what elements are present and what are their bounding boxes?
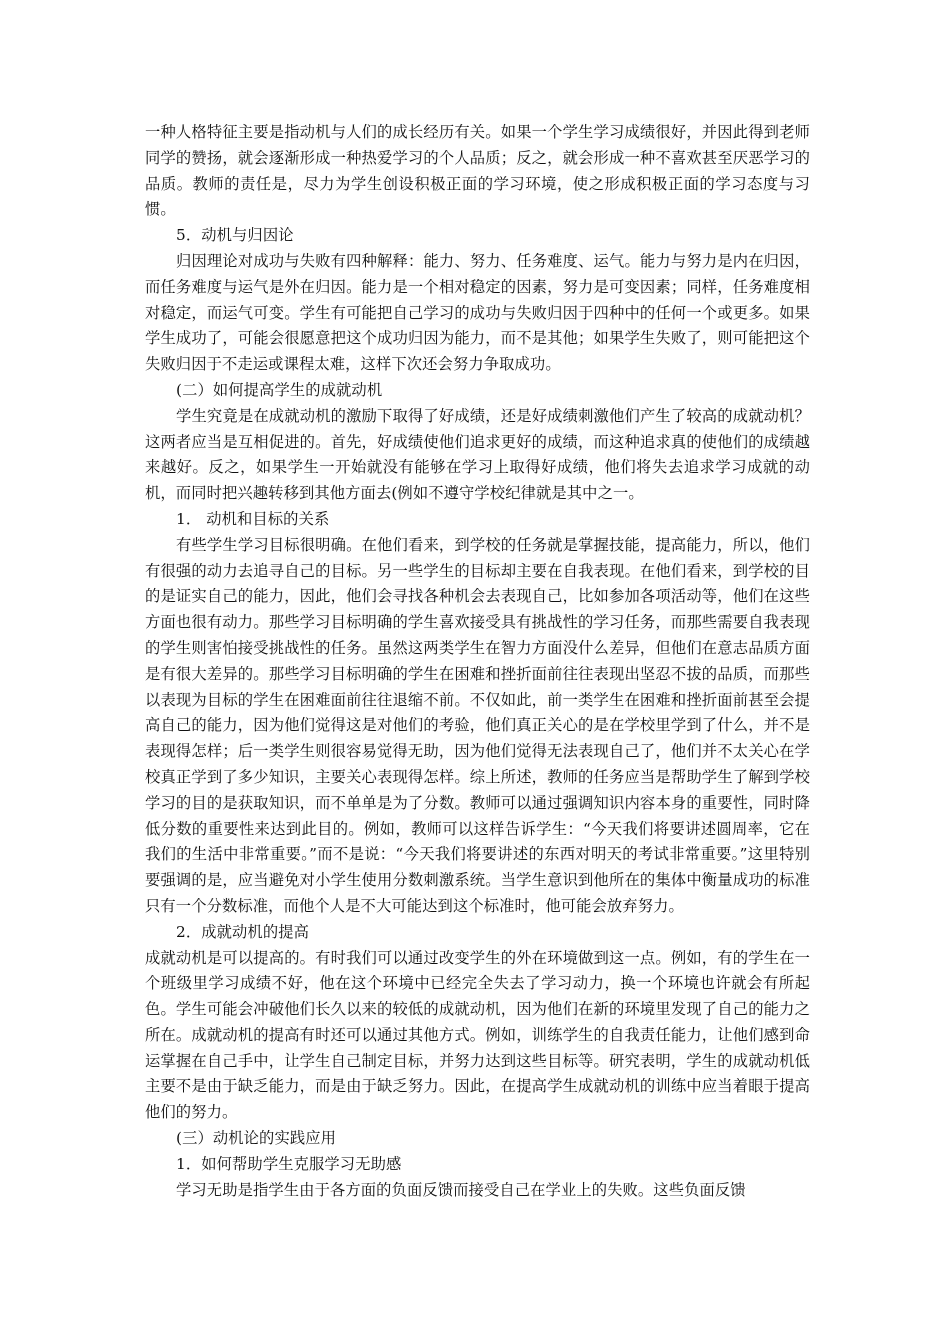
heading-practical-application: (三）动机论的实践应用 bbox=[176, 1129, 337, 1148]
heading-achievement-improvement: 2．成就动机的提高 bbox=[176, 922, 310, 941]
heading-motivation-attribution: 5．动机与归因论 bbox=[176, 226, 294, 245]
heading-improve-achievement-motivation: (二）如何提高学生的成就动机 bbox=[176, 380, 383, 399]
paragraph-personality-trait: 一种人格特征主要是指动机与人们的成长经历有关。如果一个学生学习成绩很好，并因此得到老师同学的赞扬，就会逐渐形成一种热爱学习的个人品质；反之，就会形成一种不喜欢甚至厌恶学习的品质。教师的责任是，尽力为学生创设积极正面的学习环境，使之形成积极正面的学习态度与习惯。 bbox=[145, 123, 810, 219]
heading-motivation-goals: 1． 动机和目标的关系 bbox=[176, 509, 330, 528]
heading-learned-helplessness: 1．如何帮助学生克服学习无助感 bbox=[176, 1154, 402, 1173]
paragraph-attribution-theory: 归因理论对成功与失败有四种解释：能力、努力、任务难度、运气。能力与努力是内在归因，而任务难度与运气是外在归因。能力是一个相对稳定的因素，努力是可变因素；同样，任务难度相对稳定，而运气可变。学生有可能把自己学习的成功与失败归因于四种中的任何一个或更多。如果学生成功了，可能会很愿意把这个成功归因为能力，而不是其他；如果学生失败了，则可能把这个失败归因于不走运或课程太难，这样下次还会努力争取成功。 bbox=[145, 251, 810, 374]
document-body bbox=[145, 120, 810, 1203]
paragraph-mutual-promotion: 学生究竟是在成就动机的激励下取得了好成绩，还是好成绩刺激他们产生了较高的成就动机？这两者应当是互相促进的。首先，好成绩使他们追求更好的成绩，而这种追求真的使他们的成绩越来越好。反之，如果学生一开始就没有能够在学习上取得好成绩，他们将失去追求学习成就的动机，而同时把兴趣转移到其他方面去(例如不遵守学校纪律就是其中之一。 bbox=[145, 406, 810, 503]
paragraph-achievement-improvement: 成就动机是可以提高的。有时我们可以通过改变学生的外在环境做到这一点。例如，有的学生在一个班级里学习成绩不好，他在这个环境中已经完全失去了学习动力，换一个环境也许就会有所起色。学生可能会冲破他们长久以来的较低的成就动机，因为他们在新的环境里发现了自己的能力之所在。成就动机的提高有时还可以通过其他方式。例如，训练学生的自我责任能力，让他们感到命运掌握在自己手中，让学生自己制定目标，并努力达到这些目标等。研究表明，学生的成就动机低主要不是由于缺乏能力，而是由于缺乏努力。因此，在提高学生成就动机的训练中应当着眼于提高他们的努力。 bbox=[145, 948, 810, 1122]
paragraph-learned-helplessness: 学习无助是指学生由于各方面的负面反馈而接受自己在学业上的失败。这些负面反馈 bbox=[176, 1180, 746, 1199]
paragraph-goals: 有些学生学习目标很明确。在他们看来，到学校的任务就是掌握技能，提高能力，所以，他们有很强的动力去追寻自己的目标。另一些学生的目标却主要在自我表现。在他们看来，到学校的目的是证实自己的能力，因此，他们会寻找各种机会去表现自己，比如参加各项活动等，他们在这些方面也很有动力。那些学习目标明确的学生喜欢接受具有挑战性的学习任务，而那些需要自我表现的学生则害怕接受挑战性的任务。虽然这两类学生在智力方面没什么差异，但他们在意志品质方面是有很大差异的。那些学习目标明确的学生在困难和挫折面前往往表现出坚忍不拔的品质，而那些以表现为目标的学生在困难面前往往退缩不前。不仅如此，前一类学生在困难和挫折面前甚至会提高自己的能力，因为他们觉得这是对他们的考验，他们真正关心的是在学校里学到了什么，并不是表现得怎样；后一类学生则很容易觉得无助，因为他们觉得无法表现自己了，他们并不太关心在学校真正学到了多少知识，主要关心表现得怎样。综上所述，教师的任务应当是帮助学生了解到学校学习的目的是获取知识，而不单单是为了分数。教师可以通过强调知识内容本身的重要性，同时降低分数的重要性来达到此目的。例如，教师可以这样告诉学生：“今天我们将要讲述圆周率，它在我们的生活中非常重要。”而不是说：“今天我们将要讲述的东西对明天的考试非常重要。”这里特别要强调的是，应当避免对小学生使用分数刺激系统。当学生意识到他所在的集体中衡量成功的标准只有一个分数标准，而他个人是不大可能达到这个标准时，他可能会放弃努力。 bbox=[145, 535, 810, 915]
